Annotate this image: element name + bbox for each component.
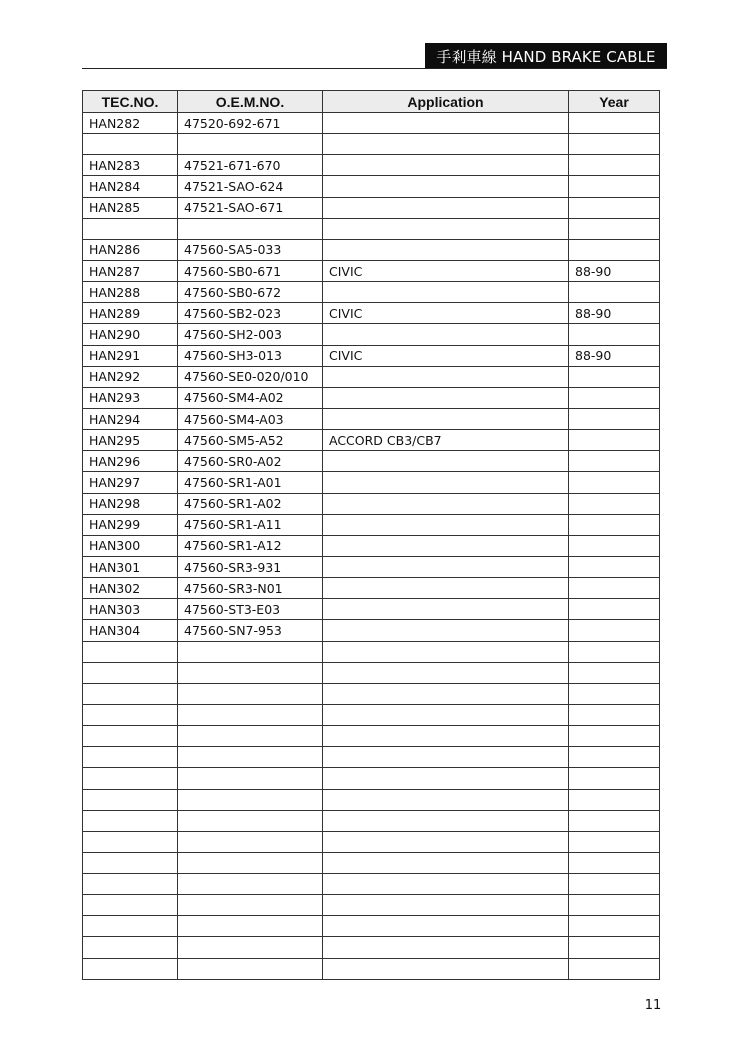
application-cell xyxy=(323,387,569,408)
page-header-title: 手剎車線 HAND BRAKE CABLE xyxy=(425,43,667,69)
oem-no-cell: 47560-SH3-013 xyxy=(178,345,323,366)
page-number: 11 xyxy=(644,998,662,1013)
application-cell: ACCORD CB3/CB7 xyxy=(323,430,569,451)
oem-no-cell: 47521-SAO-671 xyxy=(178,197,323,218)
year-cell xyxy=(569,493,660,514)
table-row xyxy=(83,113,660,134)
table-row xyxy=(83,810,660,831)
tec-no-cell xyxy=(83,874,178,895)
year-cell xyxy=(569,726,660,747)
year-cell xyxy=(569,937,660,958)
header-rule xyxy=(82,68,667,69)
table-row xyxy=(83,345,660,366)
application-cell xyxy=(323,641,569,662)
oem-no-cell: 47560-SA5-033 xyxy=(178,239,323,260)
tec-no-cell: HAN294 xyxy=(83,408,178,429)
application-cell xyxy=(323,493,569,514)
year-cell xyxy=(569,366,660,387)
oem-no-cell xyxy=(178,683,323,704)
oem-no-cell: 47560-SB0-671 xyxy=(178,260,323,281)
application-cell xyxy=(323,535,569,556)
application-cell xyxy=(323,831,569,852)
oem-no-cell xyxy=(178,874,323,895)
oem-no-cell: 47560-SR1-A02 xyxy=(178,493,323,514)
table-row xyxy=(83,218,660,239)
tec-no-cell: HAN283 xyxy=(83,155,178,176)
year-cell xyxy=(569,704,660,725)
tec-no-cell xyxy=(83,134,178,155)
table-row xyxy=(83,937,660,958)
year-cell xyxy=(569,408,660,429)
oem-no-cell xyxy=(178,662,323,683)
tec-no-cell: HAN297 xyxy=(83,472,178,493)
oem-no-cell: 47520-692-671 xyxy=(178,113,323,134)
tec-no-cell xyxy=(83,641,178,662)
tec-no-cell xyxy=(83,895,178,916)
application-cell: CIVIC xyxy=(323,345,569,366)
tec-no-cell xyxy=(83,916,178,937)
table-row xyxy=(83,155,660,176)
table-row xyxy=(83,493,660,514)
year-cell xyxy=(569,747,660,768)
tec-no-cell xyxy=(83,789,178,810)
application-cell: CIVIC xyxy=(323,303,569,324)
table-row xyxy=(83,451,660,472)
application-cell xyxy=(323,599,569,620)
year-cell xyxy=(569,874,660,895)
application-cell xyxy=(323,113,569,134)
tec-no-cell: HAN284 xyxy=(83,176,178,197)
application-cell xyxy=(323,239,569,260)
oem-no-cell: 47560-SE0-020/010 xyxy=(178,366,323,387)
oem-no-cell xyxy=(178,218,323,239)
tec-no-cell: HAN303 xyxy=(83,599,178,620)
oem-no-cell: 47560-SR0-A02 xyxy=(178,451,323,472)
application-cell: CIVIC xyxy=(323,260,569,281)
application-cell xyxy=(323,134,569,155)
oem-no-cell: 47521-SAO-624 xyxy=(178,176,323,197)
application-cell xyxy=(323,451,569,472)
table-row xyxy=(83,239,660,260)
oem-no-cell: 47560-SR1-A12 xyxy=(178,535,323,556)
tec-no-cell: HAN291 xyxy=(83,345,178,366)
year-cell xyxy=(569,789,660,810)
oem-no-cell xyxy=(178,747,323,768)
table-row xyxy=(83,260,660,281)
oem-no-cell xyxy=(178,789,323,810)
year-cell: 88-90 xyxy=(569,260,660,281)
year-cell xyxy=(569,810,660,831)
tec-no-cell: HAN296 xyxy=(83,451,178,472)
table-row xyxy=(83,535,660,556)
application-cell xyxy=(323,726,569,747)
table-row xyxy=(83,747,660,768)
year-cell xyxy=(569,197,660,218)
application-cell xyxy=(323,937,569,958)
table-row xyxy=(83,895,660,916)
oem-no-cell xyxy=(178,641,323,662)
application-cell xyxy=(323,218,569,239)
oem-no-cell: 47560-SR3-931 xyxy=(178,556,323,577)
tec-no-cell: HAN292 xyxy=(83,366,178,387)
year-cell xyxy=(569,387,660,408)
tec-no-cell xyxy=(83,704,178,725)
year-cell xyxy=(569,662,660,683)
table-row xyxy=(83,874,660,895)
oem-no-cell: 47560-SM4-A03 xyxy=(178,408,323,429)
table-row xyxy=(83,789,660,810)
tec-no-cell xyxy=(83,937,178,958)
application-cell xyxy=(323,810,569,831)
tec-no-cell: HAN282 xyxy=(83,113,178,134)
year-cell xyxy=(569,556,660,577)
tec-no-cell: HAN286 xyxy=(83,239,178,260)
tec-no-cell: HAN293 xyxy=(83,387,178,408)
table-row xyxy=(83,176,660,197)
application-cell xyxy=(323,852,569,873)
oem-no-cell: 47560-SB0-672 xyxy=(178,282,323,303)
table-header-row xyxy=(83,91,660,113)
tec-no-cell: HAN299 xyxy=(83,514,178,535)
table-row xyxy=(83,852,660,873)
application-cell xyxy=(323,578,569,599)
application-cell xyxy=(323,324,569,345)
tec-no-cell xyxy=(83,747,178,768)
application-cell xyxy=(323,916,569,937)
table-row xyxy=(83,324,660,345)
table-row xyxy=(83,303,660,324)
oem-no-cell: 47560-SH2-003 xyxy=(178,324,323,345)
application-cell xyxy=(323,176,569,197)
year-cell xyxy=(569,472,660,493)
year-cell xyxy=(569,239,660,260)
application-cell xyxy=(323,789,569,810)
year-cell xyxy=(569,599,660,620)
table-row xyxy=(83,916,660,937)
table-row xyxy=(83,662,660,683)
table-row xyxy=(83,599,660,620)
year-cell: 88-90 xyxy=(569,345,660,366)
table-row xyxy=(83,578,660,599)
tec-no-cell xyxy=(83,852,178,873)
application-cell xyxy=(323,704,569,725)
oem-no-cell xyxy=(178,704,323,725)
year-cell xyxy=(569,831,660,852)
table-row xyxy=(83,387,660,408)
oem-no-cell xyxy=(178,134,323,155)
oem-no-cell xyxy=(178,726,323,747)
oem-no-cell: 47560-SM4-A02 xyxy=(178,387,323,408)
year-cell xyxy=(569,134,660,155)
oem-no-cell: 47560-SN7-953 xyxy=(178,620,323,641)
parts-catalog-table xyxy=(82,90,660,980)
application-cell xyxy=(323,514,569,535)
oem-no-cell xyxy=(178,810,323,831)
tec-no-cell: HAN290 xyxy=(83,324,178,345)
table-row xyxy=(83,408,660,429)
tec-no-cell xyxy=(83,810,178,831)
application-cell xyxy=(323,683,569,704)
year-cell xyxy=(569,430,660,451)
oem-no-cell: 47560-SR3-N01 xyxy=(178,578,323,599)
oem-no-cell: 47560-SR1-A11 xyxy=(178,514,323,535)
table-row xyxy=(83,366,660,387)
application-cell xyxy=(323,958,569,979)
application-cell xyxy=(323,768,569,789)
application-cell xyxy=(323,366,569,387)
oem-no-cell xyxy=(178,916,323,937)
table-row xyxy=(83,556,660,577)
oem-no-cell: 47560-SB2-023 xyxy=(178,303,323,324)
tec-no-cell: HAN304 xyxy=(83,620,178,641)
tec-no-cell: HAN298 xyxy=(83,493,178,514)
tec-no-cell xyxy=(83,768,178,789)
table-body xyxy=(83,113,660,980)
table-row xyxy=(83,472,660,493)
year-cell xyxy=(569,641,660,662)
tec-no-cell xyxy=(83,662,178,683)
table-row xyxy=(83,134,660,155)
year-cell xyxy=(569,451,660,472)
oem-no-cell xyxy=(178,958,323,979)
oem-no-cell: 47521-671-670 xyxy=(178,155,323,176)
year-cell xyxy=(569,514,660,535)
application-cell xyxy=(323,556,569,577)
oem-no-cell xyxy=(178,852,323,873)
tec-no-cell: HAN285 xyxy=(83,197,178,218)
application-cell xyxy=(323,874,569,895)
table-row xyxy=(83,831,660,852)
application-cell xyxy=(323,408,569,429)
tec-no-cell: HAN300 xyxy=(83,535,178,556)
year-cell xyxy=(569,683,660,704)
application-cell xyxy=(323,282,569,303)
oem-no-cell: 47560-SR1-A01 xyxy=(178,472,323,493)
oem-no-cell: 47560-ST3-E03 xyxy=(178,599,323,620)
tec-no-cell: HAN289 xyxy=(83,303,178,324)
tec-no-cell xyxy=(83,831,178,852)
table-row xyxy=(83,726,660,747)
column-header-year: Year xyxy=(569,91,660,113)
year-cell xyxy=(569,916,660,937)
year-cell xyxy=(569,155,660,176)
column-header-application: Application xyxy=(323,91,569,113)
tec-no-cell xyxy=(83,683,178,704)
tec-no-cell xyxy=(83,958,178,979)
table-row xyxy=(83,620,660,641)
oem-no-cell: 47560-SM5-A52 xyxy=(178,430,323,451)
tec-no-cell: HAN301 xyxy=(83,556,178,577)
year-cell xyxy=(569,218,660,239)
tec-no-cell xyxy=(83,726,178,747)
oem-no-cell xyxy=(178,895,323,916)
oem-no-cell xyxy=(178,937,323,958)
application-cell xyxy=(323,197,569,218)
table-row xyxy=(83,958,660,979)
application-cell xyxy=(323,747,569,768)
table-row xyxy=(83,704,660,725)
year-cell xyxy=(569,958,660,979)
application-cell xyxy=(323,472,569,493)
year-cell xyxy=(569,620,660,641)
tec-no-cell: HAN295 xyxy=(83,430,178,451)
oem-no-cell xyxy=(178,768,323,789)
year-cell xyxy=(569,535,660,556)
table-row xyxy=(83,197,660,218)
table-row xyxy=(83,641,660,662)
year-cell xyxy=(569,852,660,873)
tec-no-cell xyxy=(83,218,178,239)
year-cell xyxy=(569,176,660,197)
application-cell xyxy=(323,662,569,683)
year-cell xyxy=(569,113,660,134)
year-cell xyxy=(569,768,660,789)
tec-no-cell: HAN288 xyxy=(83,282,178,303)
application-cell xyxy=(323,155,569,176)
year-cell xyxy=(569,578,660,599)
table-row xyxy=(83,514,660,535)
tec-no-cell: HAN302 xyxy=(83,578,178,599)
oem-no-cell xyxy=(178,831,323,852)
application-cell xyxy=(323,620,569,641)
table-row xyxy=(83,768,660,789)
year-cell: 88-90 xyxy=(569,303,660,324)
application-cell xyxy=(323,895,569,916)
tec-no-cell: HAN287 xyxy=(83,260,178,281)
table-row xyxy=(83,430,660,451)
table-row xyxy=(83,282,660,303)
table-row xyxy=(83,683,660,704)
year-cell xyxy=(569,282,660,303)
year-cell xyxy=(569,324,660,345)
column-header-tec-no: TEC.NO. xyxy=(83,91,178,113)
year-cell xyxy=(569,895,660,916)
column-header-oem-no: O.E.M.NO. xyxy=(178,91,323,113)
